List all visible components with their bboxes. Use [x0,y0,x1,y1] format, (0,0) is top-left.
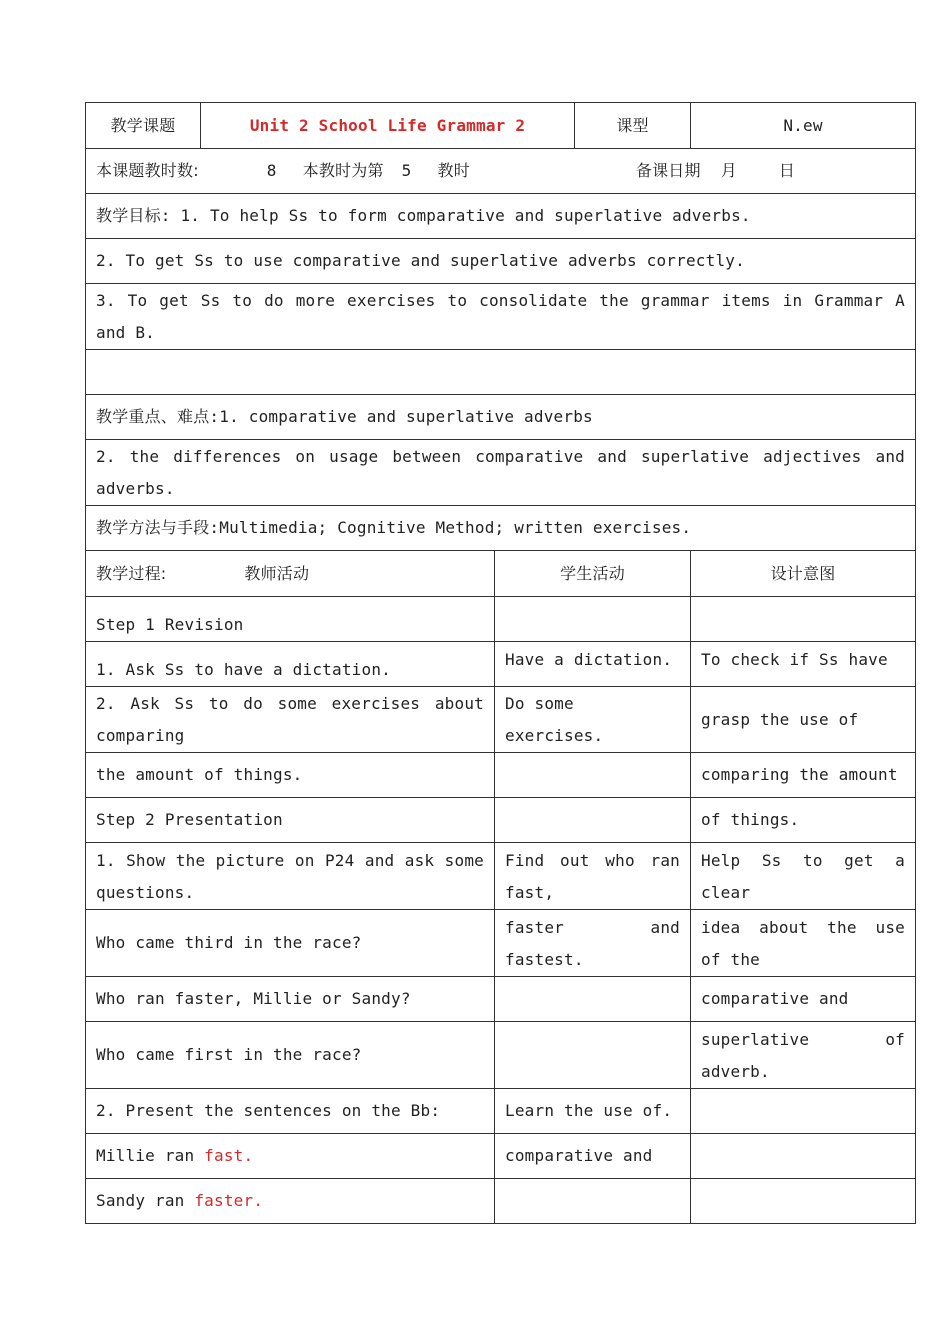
design-cell [691,597,916,642]
teacher-cell: Who ran faster, Millie or Sandy? [86,977,495,1022]
student-cell [495,1022,691,1089]
topic-label: 教学课题 [86,103,201,149]
objective-row-1 [86,194,916,239]
current-hour-value: 5 [401,161,412,180]
design-cell [691,1134,916,1179]
student-activity-header: 学生活动 [495,551,691,597]
objective-3: 3. To get Ss to do more exercises to consolidate the grammar items in Grammar A and B. [86,284,916,350]
lesson-type-value: N.ew [691,103,916,149]
objective-row-2 [86,239,916,284]
teacher-cell: Step 2 Presentation [86,798,495,843]
design-cell: Help Ss to get a clear [691,843,916,910]
objective-2: 2. To get Ss to use comparative and superlative adverbs correctly. [86,239,916,284]
table-row [86,753,916,798]
student-cell: Do some exercises. [495,687,691,753]
design-cell: comparing the amount [691,753,916,798]
process-teacher-header [86,551,495,597]
key-points-row-1 [86,395,916,440]
design-cell: To check if Ss have [691,642,916,687]
teacher-cell: Step 1 Revision [86,597,495,642]
example-sentence: Sandy ran [96,1191,195,1210]
empty-cell [86,350,916,395]
student-cell [495,1179,691,1224]
table-row [86,1022,916,1089]
table-row [86,597,916,642]
design-cell: idea about the use of the [691,910,916,977]
student-cell [495,597,691,642]
student-cell: Find out who ran fast, [495,843,691,910]
table-row [86,977,916,1022]
design-cell: superlative of adverb. [691,1022,916,1089]
table-row [86,1134,916,1179]
hours-cell [86,149,916,194]
design-cell: grasp the use of [691,687,916,753]
process-header-row [86,551,916,597]
key-point-2: 2. the differences on usage between comparative and superlative adjectives and adverbs. [86,440,916,506]
hours-row [86,149,916,194]
design-cell: of things. [691,798,916,843]
student-cell [495,753,691,798]
table-row [86,642,916,687]
design-cell [691,1179,916,1224]
teacher-cell: 1. Ask Ss to have a dictation. [86,642,495,687]
empty-row [86,350,916,395]
design-cell [691,1089,916,1134]
highlighted-adverb: faster. [194,1191,264,1210]
lesson-title: Unit 2 School Life Grammar 2 [201,103,575,149]
table-row [86,910,916,977]
student-cell: faster and fastest. [495,910,691,977]
header-row [86,103,916,149]
total-hours-value: 8 [266,161,277,180]
highlighted-adverb: fast. [204,1146,254,1165]
table-row [86,1179,916,1224]
design-intent-header: 设计意图 [691,551,916,597]
lesson-plan-table [85,102,916,1224]
teacher-cell: Who came first in the race? [86,1022,495,1089]
lesson-type-label: 课型 [575,103,691,149]
key-point-1: 教学重点、难点:1. comparative and superlative adverbs [86,395,916,440]
table-row [86,1089,916,1134]
teacher-cell: the amount of things. [86,753,495,798]
student-cell: Have a dictation. [495,642,691,687]
prep-month: 月 [720,161,737,180]
student-cell: comparative and [495,1134,691,1179]
teacher-cell [86,1179,495,1224]
teacher-cell: 1. Show the picture on P24 and ask some questions. [86,843,495,910]
teacher-cell: 2. Ask Ss to do some exercises about comparing [86,687,495,753]
current-hour-label: 本教时为第 [302,161,384,180]
methods-text: 教学方法与手段:Multimedia; Cognitive Method; written exercises. [86,506,916,551]
teacher-cell: 2. Present the sentences on the Bb: [86,1089,495,1134]
teacher-activity-header: 教师活动 [244,563,310,583]
prep-day: 日 [778,161,796,180]
objective-1: 教学目标: 1. To help Ss to form comparative and superlative adverbs. [86,194,916,239]
objective-row-3 [86,284,916,350]
table-row [86,687,916,753]
student-cell [495,977,691,1022]
design-cell: comparative and [691,977,916,1022]
student-cell: Learn the use of. [495,1089,691,1134]
student-cell [495,798,691,843]
methods-row [86,506,916,551]
example-sentence: Millie ran [96,1146,205,1165]
current-hour-unit: 教时 [437,161,470,180]
key-points-row-2 [86,440,916,506]
teacher-cell: Who came third in the race? [86,910,495,977]
table-row [86,843,916,910]
total-hours-label: 本课题教时数: [96,161,199,180]
teacher-cell [86,1134,495,1179]
table-row [86,798,916,843]
prep-date-label: 备课日期 [635,161,701,180]
process-label: 教学过程: [96,563,167,583]
